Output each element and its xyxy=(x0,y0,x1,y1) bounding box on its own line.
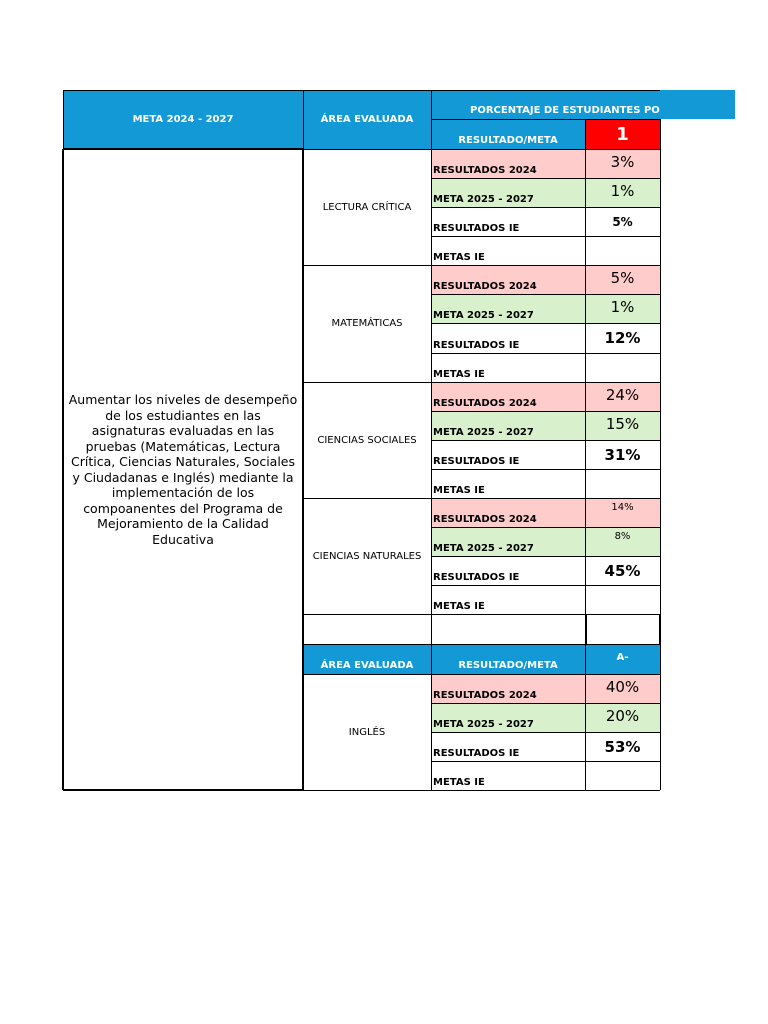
row-label-text: METAS IE xyxy=(433,369,485,380)
row-label-text: META 2025 - 2027 xyxy=(433,543,534,554)
row-label-text: RESULTADOS 2024 xyxy=(433,690,537,701)
row-label-text: META 2025 - 2027 xyxy=(433,719,534,730)
resultado-meta-header-2-label: RESULTADO/META xyxy=(458,660,558,671)
value-text: 8% xyxy=(614,531,631,542)
row-label-text: META 2025 - 2027 xyxy=(433,310,534,321)
value-text: 15% xyxy=(605,415,640,433)
row-label-text: RESULTADOS 2024 xyxy=(433,165,537,176)
value-text: 20% xyxy=(605,707,640,725)
value-text: 45% xyxy=(604,561,641,580)
english-level-label: A- xyxy=(616,652,629,663)
value-text: 1% xyxy=(610,182,635,200)
row-label-text: RESULTADOS 2024 xyxy=(433,514,537,525)
value-text: 53% xyxy=(604,737,641,756)
porcentaje-header-label: PORCENTAJE DE ESTUDIANTES PO xyxy=(470,105,660,116)
area-column-header-2-label: ÁREA EVALUADA xyxy=(320,660,414,671)
row-label-text: RESULTADOS 2024 xyxy=(433,281,537,292)
row-label-text: METAS IE xyxy=(433,601,485,612)
area-name: INGLÉS xyxy=(348,726,386,738)
row-label-text: META 2025 - 2027 xyxy=(433,427,534,438)
value-text: 40% xyxy=(605,678,640,696)
value-text: 14% xyxy=(611,502,634,513)
value-text: 1% xyxy=(610,298,635,316)
row-label-text: RESULTADOS IE xyxy=(433,748,520,759)
value-text: 3% xyxy=(610,153,635,171)
value-text: 5% xyxy=(610,269,635,287)
row-label-text: METAS IE xyxy=(433,252,485,263)
row-label-text: METAS IE xyxy=(433,777,485,788)
meta-column-header-label: META 2024 - 2027 xyxy=(132,114,234,125)
value-text: 12% xyxy=(604,329,641,347)
row-label-text: RESULTADOS IE xyxy=(433,340,520,351)
resultado-meta-header-label: RESULTADO/META xyxy=(458,135,558,146)
row-label-text: RESULTADOS IE xyxy=(433,223,520,234)
row-label-text: RESULTADOS 2024 xyxy=(433,398,537,409)
area-name: CIENCIAS SOCIALES xyxy=(317,434,417,446)
row-label-text: METAS IE xyxy=(433,485,485,496)
area-column-header-label: ÁREA EVALUADA xyxy=(320,114,414,125)
area-name: MATEMÁTICAS xyxy=(331,318,403,329)
area-name: LECTURA CRÍTICA xyxy=(322,201,412,213)
value-text: 31% xyxy=(604,445,641,464)
goal-description-text: Aumentar los niveles de desempeño de los estudiantes en las asignaturas evaluadas en las pruebas (Matemáticas, Lectura Crítica, Ciencias Naturales, Sociales y Ciudadanas e Inglés) mediante la implementación de los compoanentes del Programa de Mejoramiento de la Calidad Educativa xyxy=(68,392,298,547)
value-text: 24% xyxy=(605,386,640,404)
row-label-text: RESULTADOS IE xyxy=(433,456,520,467)
row-label-text: RESULTADOS IE xyxy=(433,572,520,583)
row-label-text: META 2025 - 2027 xyxy=(433,194,534,205)
value-text: 5% xyxy=(612,214,633,229)
area-name: CIENCIAS NATURALES xyxy=(312,550,422,562)
level-indicator-label: 1 xyxy=(616,123,629,145)
